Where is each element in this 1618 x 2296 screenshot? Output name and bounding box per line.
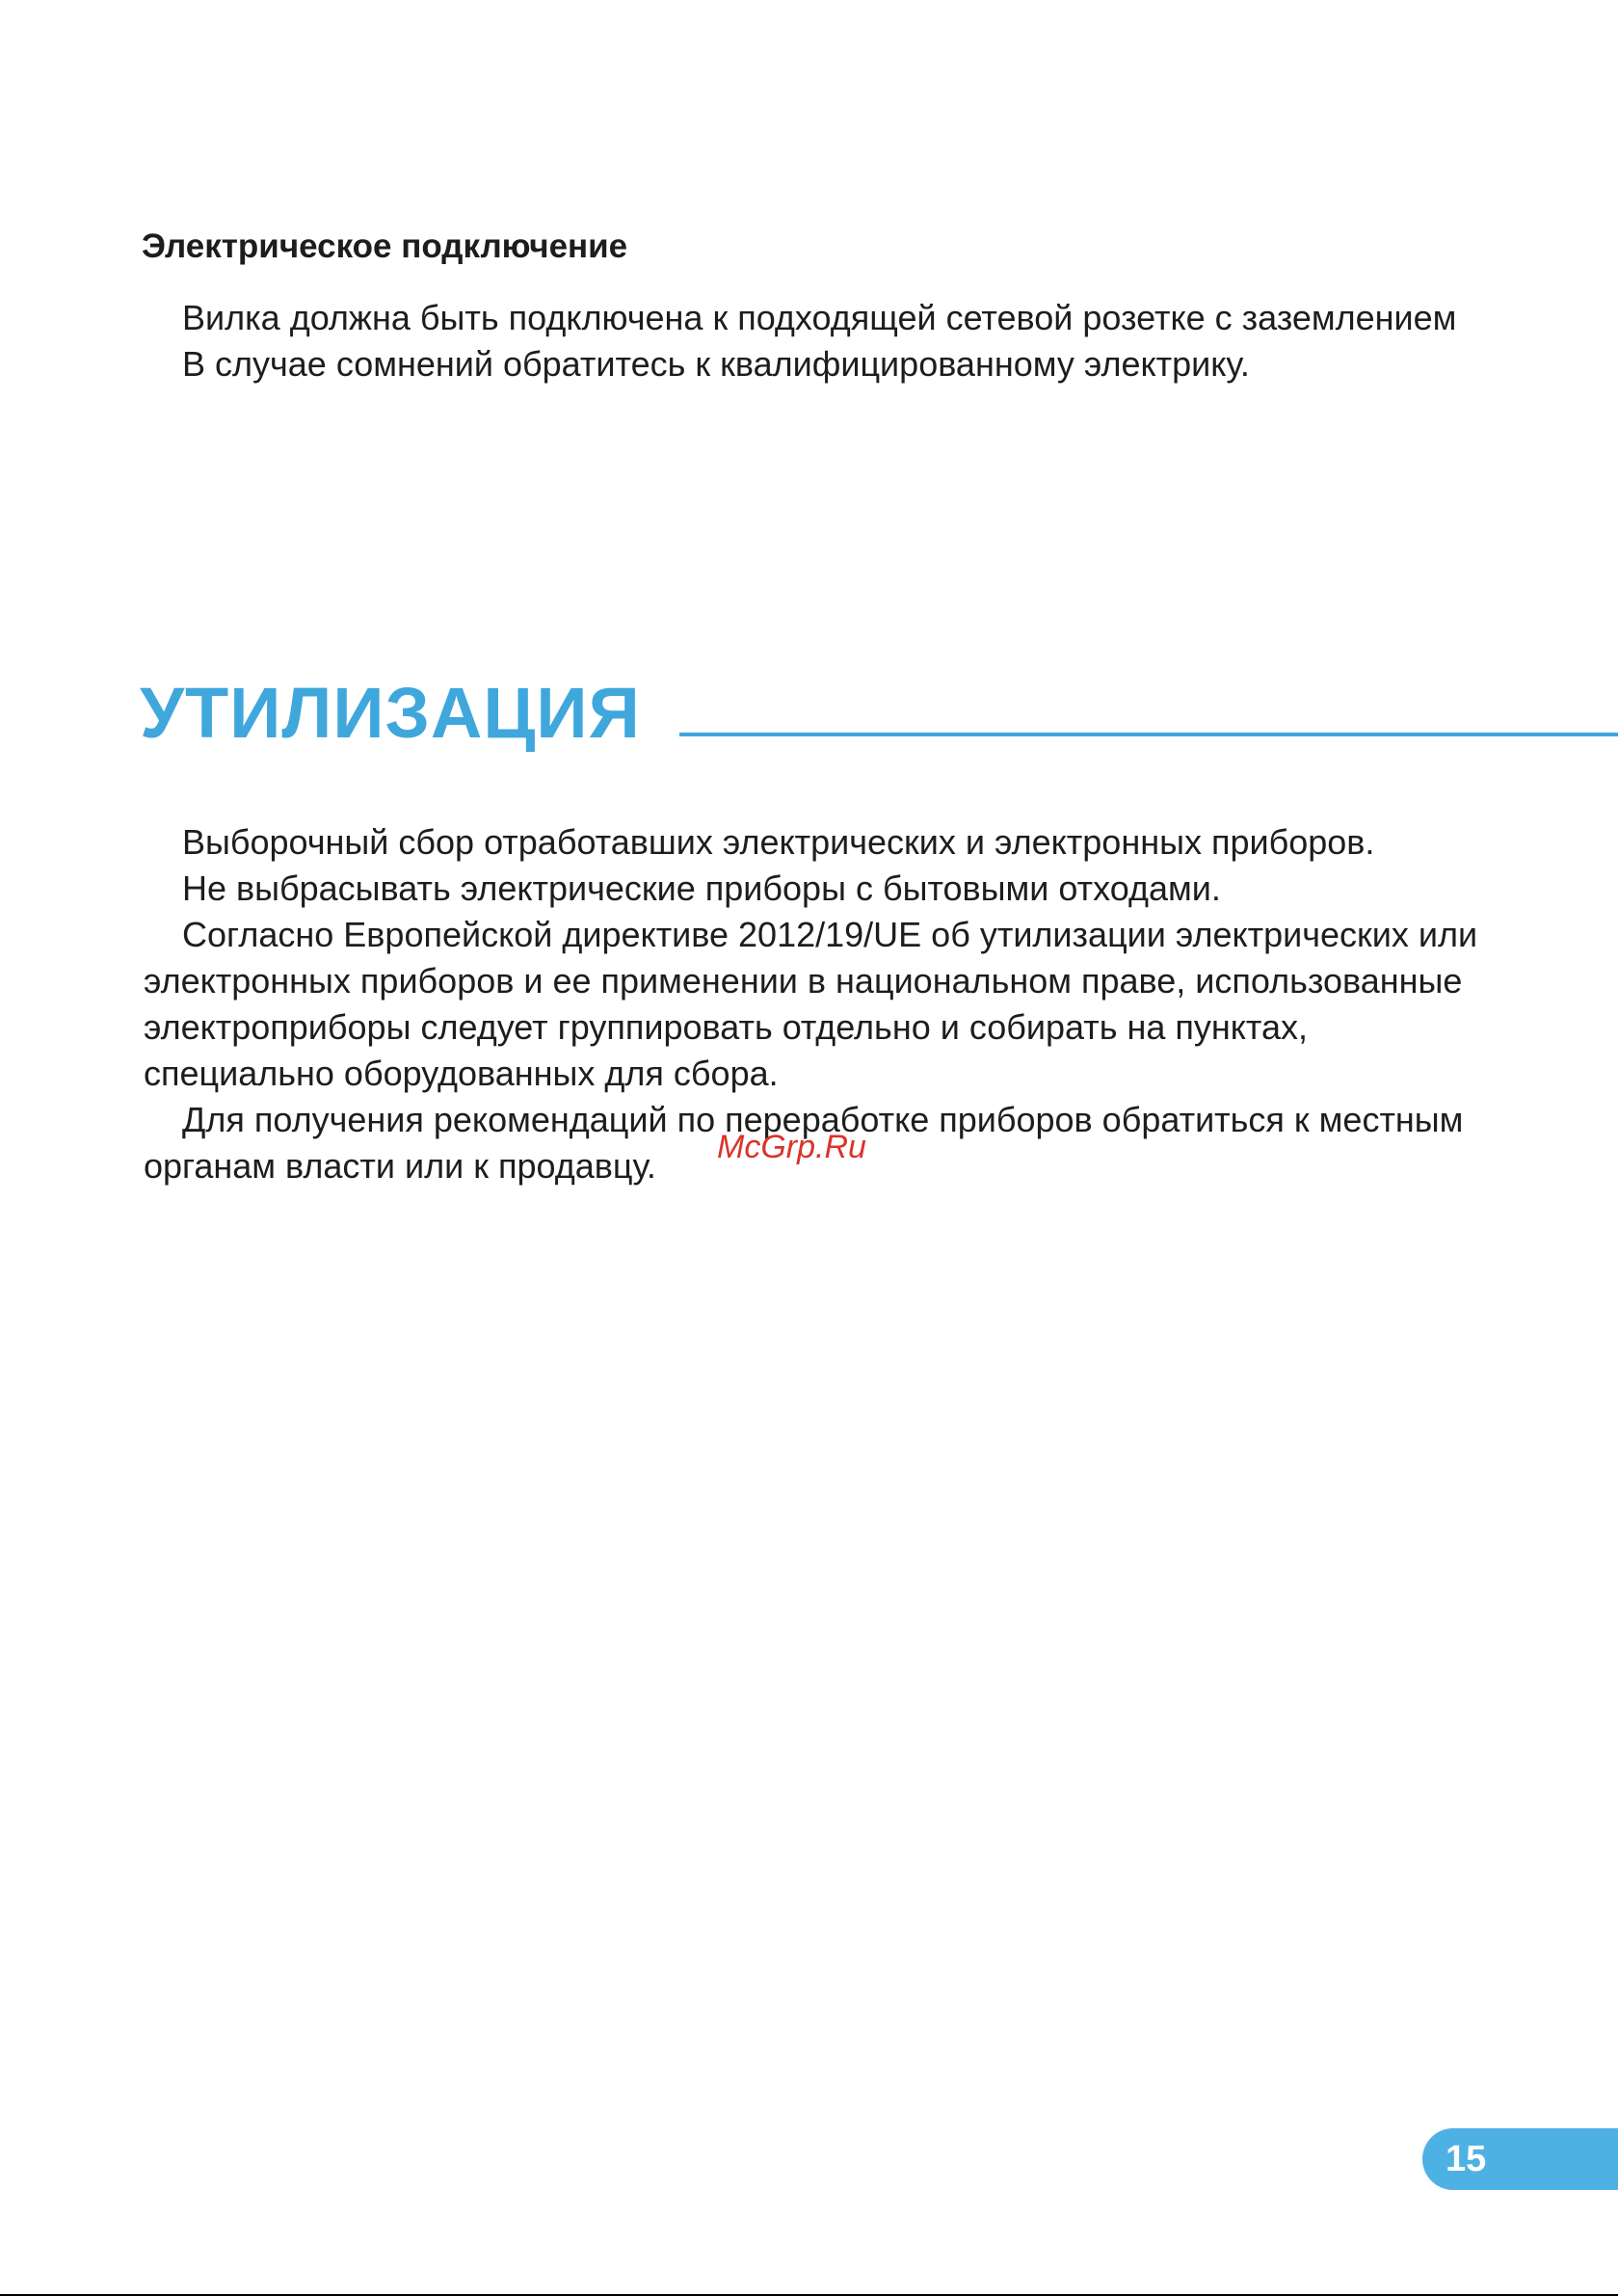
watermark-text: McGrp.Ru — [717, 1129, 866, 1165]
electrical-connection-text — [144, 295, 1483, 387]
disposal-title: УТИЛИЗАЦИЯ — [140, 673, 641, 753]
paragraph: Согласно Европейской директиве 2012/19/UE об утилизации электрических или электронных приборов и ее применении в национальном праве, использованные электроприборы следует группировать отдельно и собирать на пунктах, специально оборудованных для сбора. — [144, 915, 1478, 1093]
paragraph: Выборочный сбор отработавших электрических и электронных приборов. — [182, 822, 1375, 862]
page-number: 15 — [1446, 2139, 1487, 2179]
paragraph: В случае сомнений обратитесь к квалифицированному электрику. — [182, 344, 1250, 384]
title-underline-rule — [679, 733, 1618, 736]
paragraph: Не выбрасывать электрические приборы с бытовыми отходами. — [182, 868, 1221, 908]
disposal-title-row — [140, 665, 1618, 761]
paragraph: Для получения рекомендаций по переработке приборов обратиться к местным органам власти или к продавцу. — [144, 1100, 1464, 1186]
page-number-tab — [1422, 2128, 1618, 2190]
electrical-connection-heading: Электрическое подключение — [142, 227, 628, 265]
paragraph: Вилка должна быть подключена к подходящей сетевой розетке с заземлением — [182, 298, 1457, 337]
